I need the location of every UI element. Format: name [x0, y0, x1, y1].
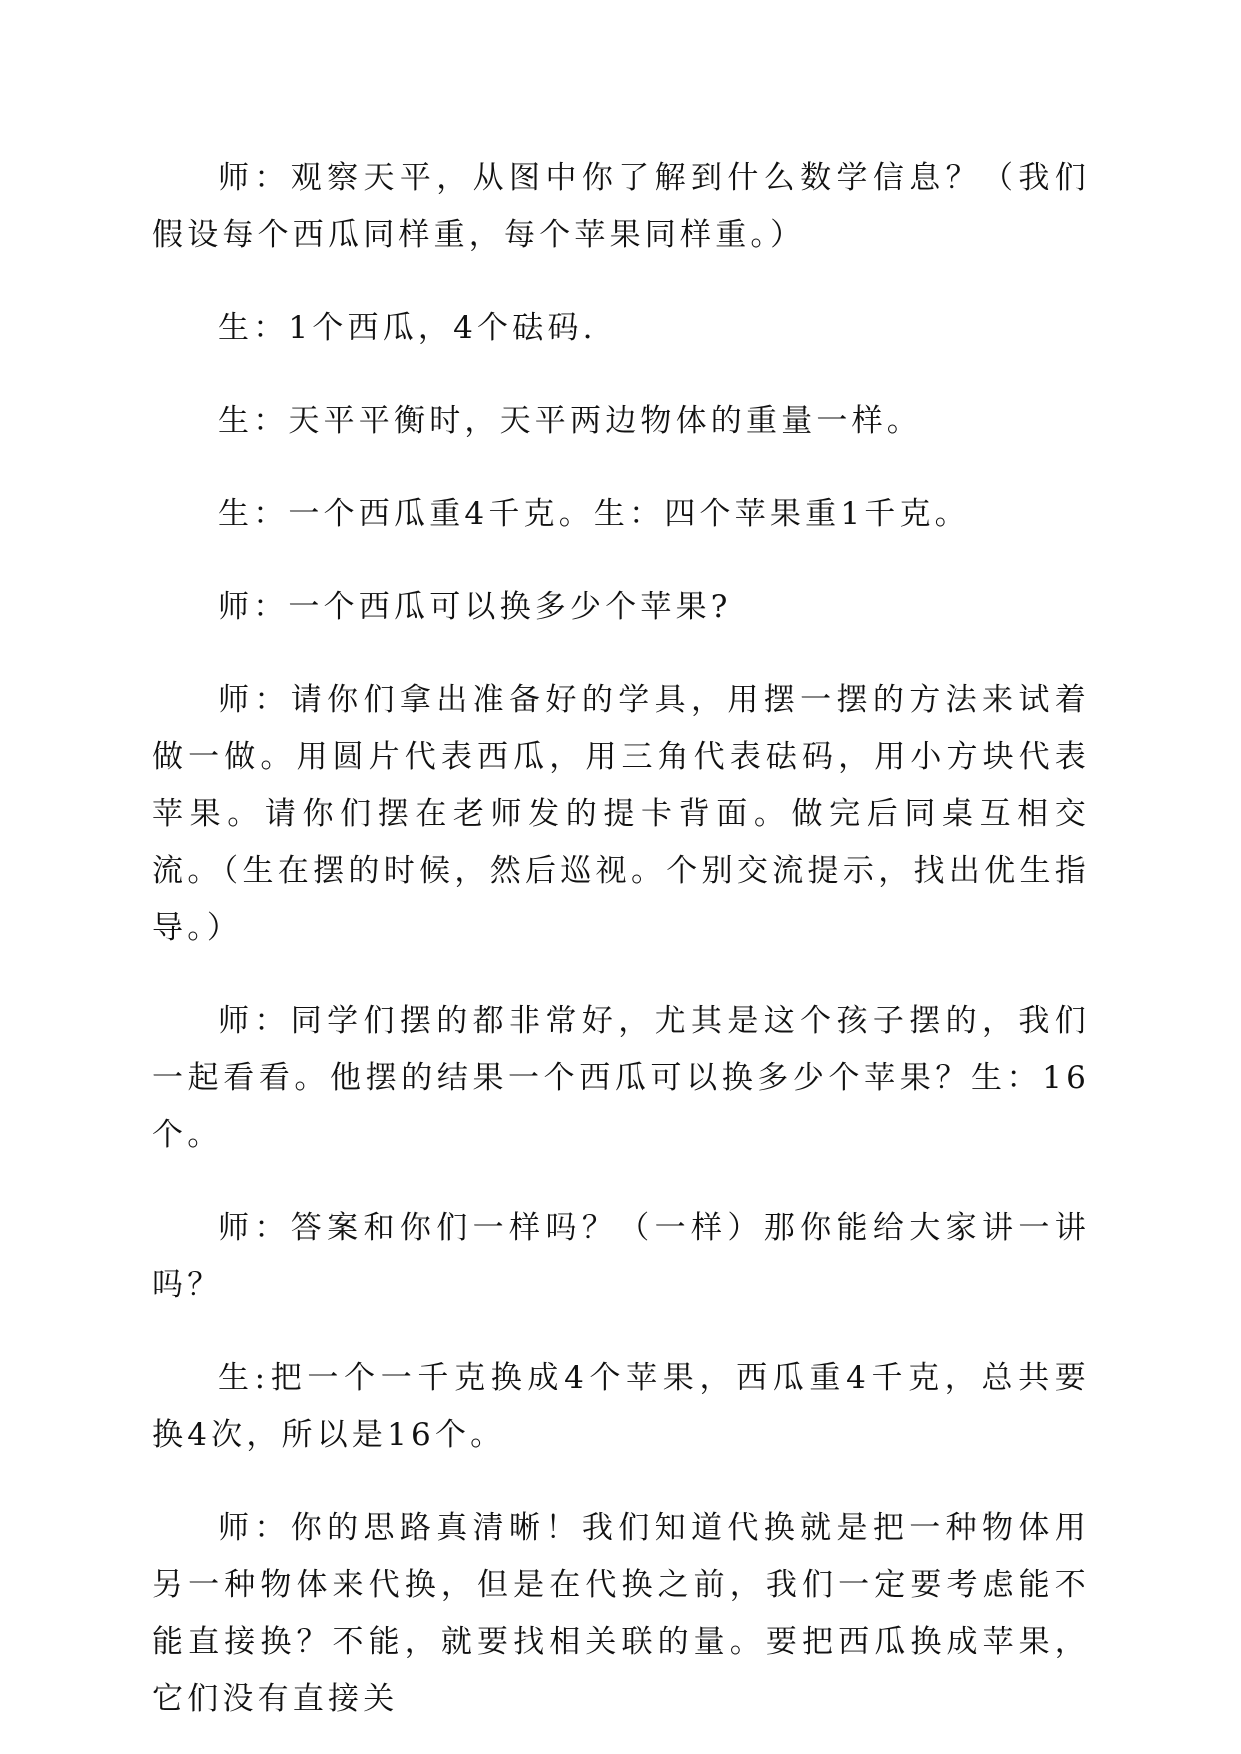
paragraph: 师：答案和你们一样吗？（一样）那你能给大家讲一讲吗？: [152, 1210, 1090, 1303]
paragraph: 生：天平平衡时，天平两边物体的重量一样。: [218, 403, 922, 439]
paragraph: 生：一个西瓜重4千克。生：四个苹果重1千克。: [218, 496, 970, 532]
paragraph: 师：请你们拿出准备好的学具，用摆一摆的方法来试着做一做。用圆片代表西瓜，用三角代表砝码，用小方块代表苹果。请你们摆在老师发的提卡背面。做完后同桌互相交流。（生在摆的时候，然后巡视。个别交流提示，找出优生指导。）: [152, 682, 1090, 946]
paragraph: 师：观察天平，从图中你了解到什么数学信息？（我们假设每个西瓜同样重，每个苹果同样重。）: [152, 160, 1090, 253]
paragraph: 师：同学们摆的都非常好，尤其是这个孩子摆的，我们一起看看。他摆的结果一个西瓜可以换多少个苹果？生：16个。: [152, 1003, 1090, 1153]
paragraph: 生：1个西瓜，4个砝码.: [218, 310, 597, 346]
paragraph: 师：一个西瓜可以换多少个苹果?: [218, 589, 732, 625]
paragraph: 师：你的思路真清晰！我们知道代换就是把一种物体用另一种物体来代换，但是在代换之前，我们一定要考虑能不能直接换？不能，就要找相关联的量。要把西瓜换成苹果，它们没有直接关: [152, 1510, 1090, 1717]
document-body: [152, 150, 1090, 1728]
paragraph: 生:把一个一千克换成4个苹果，西瓜重4千克，总共要换4次，所以是16个。: [152, 1360, 1090, 1453]
